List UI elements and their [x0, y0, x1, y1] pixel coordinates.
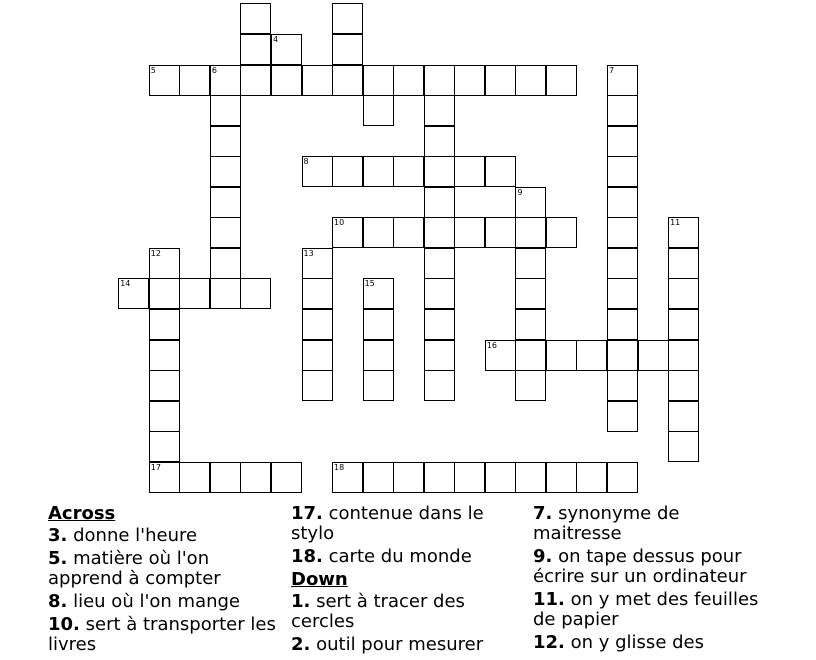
clue-item-number: 7. — [533, 503, 553, 524]
clue-item — [48, 526, 283, 546]
grid-cell[interactable] — [668, 370, 699, 401]
clue-item-text: synonyme de maitresse — [533, 503, 680, 544]
grid-cell[interactable] — [607, 156, 638, 187]
grid-cell[interactable] — [576, 340, 607, 371]
grid-cell[interactable] — [332, 34, 363, 65]
clue-item — [48, 592, 283, 612]
grid-cell[interactable] — [363, 370, 394, 401]
clue-item-number: 1. — [291, 591, 311, 612]
grid-cell[interactable] — [576, 462, 607, 493]
clue-item-number: 17. — [291, 503, 323, 524]
grid-cell[interactable] — [607, 401, 638, 432]
grid-cell[interactable] — [424, 217, 455, 248]
clue-item-number: 9. — [533, 546, 553, 567]
clue-item-text: sert à transporter les livres — [48, 614, 276, 655]
grid-cell-7[interactable] — [607, 65, 638, 96]
grid-cell[interactable] — [179, 278, 210, 309]
grid-cell[interactable] — [546, 65, 577, 96]
clue-item — [533, 547, 768, 587]
grid-cell[interactable] — [332, 65, 363, 96]
grid-cell-18[interactable] — [332, 462, 363, 493]
grid-cell[interactable] — [302, 340, 333, 371]
clue-item-text: matière où l'on apprend à compter — [48, 548, 221, 589]
grid-cell[interactable] — [363, 340, 394, 371]
grid-cell-10[interactable] — [332, 217, 363, 248]
grid-cell-12[interactable] — [149, 248, 180, 279]
grid-cell[interactable] — [454, 156, 485, 187]
grid-cell[interactable] — [363, 95, 394, 126]
grid-cell[interactable] — [271, 65, 302, 96]
clue-number: 8 — [303, 157, 309, 167]
grid-cell[interactable] — [546, 217, 577, 248]
grid-cell[interactable] — [607, 217, 638, 248]
grid-cell[interactable] — [240, 462, 271, 493]
grid-cell-8[interactable] — [302, 156, 333, 187]
grid-cell[interactable] — [424, 156, 455, 187]
clue-number: 13 — [303, 248, 314, 258]
clue-item — [533, 633, 768, 653]
clue-item — [291, 635, 526, 655]
grid-cell[interactable] — [546, 462, 577, 493]
grid-cell[interactable] — [210, 278, 241, 309]
clue-heading-down: Down — [291, 569, 348, 590]
grid-cell[interactable] — [179, 65, 210, 96]
clue-item — [291, 504, 526, 544]
grid-cell[interactable] — [363, 156, 394, 187]
grid-cell[interactable] — [668, 309, 699, 340]
clue-column-1 — [48, 504, 283, 658]
grid-cell[interactable] — [607, 462, 638, 493]
grid-cell[interactable] — [271, 462, 302, 493]
grid-cell[interactable] — [454, 65, 485, 96]
grid-cell-4[interactable] — [271, 34, 302, 65]
clue-item-text: lieu où l'on mange — [67, 591, 241, 612]
grid-cell[interactable] — [332, 156, 363, 187]
grid-cell[interactable] — [393, 156, 424, 187]
clue-item-text: on tape dessus pour écrire sur un ordinateur — [533, 546, 747, 587]
grid-cell[interactable] — [546, 340, 577, 371]
grid-cell[interactable] — [515, 309, 546, 340]
clue-item-number: 8. — [48, 591, 68, 612]
grid-cell[interactable] — [149, 370, 180, 401]
grid-cell[interactable] — [363, 65, 394, 96]
grid-cell[interactable] — [302, 309, 333, 340]
grid-cell[interactable] — [515, 340, 546, 371]
grid-cell[interactable] — [607, 248, 638, 279]
grid-cell[interactable] — [668, 248, 699, 279]
clue-item-text: on y met des feuilles de papier — [533, 589, 759, 630]
grid-cell[interactable] — [485, 217, 516, 248]
grid-cell[interactable] — [424, 278, 455, 309]
grid-cell[interactable] — [149, 431, 180, 462]
grid-cell[interactable] — [393, 462, 424, 493]
grid-cell[interactable] — [424, 462, 455, 493]
clue-item-number: 3. — [48, 525, 68, 546]
grid-cell[interactable] — [668, 431, 699, 462]
clue-item — [48, 615, 283, 655]
grid-cell[interactable] — [149, 340, 180, 371]
grid-cell-6[interactable] — [210, 65, 241, 96]
clue-number: 5 — [150, 65, 156, 75]
clue-number: 15 — [364, 279, 375, 289]
grid-cell[interactable] — [332, 3, 363, 34]
grid-cell[interactable] — [424, 309, 455, 340]
grid-cell-5[interactable] — [149, 65, 180, 96]
clue-item-number: 18. — [291, 546, 323, 567]
clue-column-2 — [291, 504, 526, 658]
grid-cell[interactable] — [240, 34, 271, 65]
clue-number: 18 — [334, 462, 345, 472]
clue-item-text: on y glisse des — [564, 632, 704, 653]
grid-cell[interactable] — [302, 278, 333, 309]
grid-cell[interactable] — [210, 217, 241, 248]
clue-number: 4 — [272, 35, 279, 44]
clue-item-text: contenue dans le stylo — [291, 503, 484, 544]
grid-cell[interactable] — [607, 126, 638, 157]
grid-cell[interactable] — [363, 309, 394, 340]
clue-item — [291, 592, 526, 632]
grid-cell-16[interactable] — [485, 340, 516, 371]
grid-cell-9[interactable] — [515, 187, 546, 218]
grid-cell[interactable] — [210, 248, 241, 279]
grid-cell[interactable] — [363, 462, 394, 493]
grid-cell[interactable] — [240, 3, 271, 34]
clue-column-3 — [533, 504, 768, 656]
grid-cell[interactable] — [485, 156, 516, 187]
grid-cell[interactable] — [393, 217, 424, 248]
grid-cell[interactable] — [210, 95, 241, 126]
grid-cell[interactable] — [424, 187, 455, 218]
grid-cell[interactable] — [210, 462, 241, 493]
clue-item-number: 11. — [533, 589, 565, 610]
clue-item — [48, 549, 283, 589]
clue-number: 10 — [334, 218, 345, 228]
clue-item — [291, 547, 526, 567]
clue-item-number: 2. — [291, 634, 311, 655]
grid-cell[interactable] — [454, 462, 485, 493]
grid-cell[interactable] — [424, 340, 455, 371]
grid-cell-17[interactable] — [149, 462, 180, 493]
grid-cell[interactable] — [515, 278, 546, 309]
clue-item-text: carte du monde — [322, 546, 472, 567]
grid-cell[interactable] — [149, 309, 180, 340]
grid-cell-14[interactable] — [118, 278, 149, 309]
grid-cell[interactable] — [607, 95, 638, 126]
grid-cell[interactable] — [515, 65, 546, 96]
grid-cell-13[interactable] — [302, 248, 333, 279]
grid-cell[interactable] — [454, 217, 485, 248]
grid-cell[interactable] — [424, 95, 455, 126]
clue-number: 12 — [150, 248, 161, 258]
grid-cell[interactable] — [149, 401, 180, 432]
grid-cell[interactable] — [179, 462, 210, 493]
grid-cell[interactable] — [424, 126, 455, 157]
grid-cell[interactable] — [668, 340, 699, 371]
clue-item-number: 12. — [533, 632, 565, 653]
grid-cell[interactable] — [240, 278, 271, 309]
grid-cell[interactable] — [424, 65, 455, 96]
clue-item-text: donne l'heure — [67, 525, 198, 546]
clue-item — [533, 590, 768, 630]
grid-cell[interactable] — [240, 65, 271, 96]
grid-cell[interactable] — [302, 370, 333, 401]
clue-number: 9 — [517, 187, 523, 197]
clue-number: 14 — [120, 279, 131, 289]
clue-item-number: 5. — [48, 548, 68, 569]
grid-cell[interactable] — [424, 248, 455, 279]
clue-number: 7 — [609, 65, 615, 75]
grid-cell[interactable] — [668, 401, 699, 432]
grid-cell[interactable] — [607, 340, 638, 371]
grid-cell[interactable] — [393, 65, 424, 96]
grid-cell[interactable] — [607, 278, 638, 309]
grid-cell[interactable] — [515, 217, 546, 248]
grid-cell[interactable] — [210, 156, 241, 187]
grid-cell[interactable] — [210, 187, 241, 218]
clue-number: 16 — [486, 340, 497, 350]
grid-cell[interactable] — [607, 370, 638, 401]
grid-cell[interactable] — [302, 65, 333, 96]
grid-cell-11[interactable] — [668, 217, 699, 248]
grid-cell[interactable] — [668, 278, 699, 309]
clue-item-text: sert à tracer des cercles — [291, 591, 465, 632]
grid-cell[interactable] — [515, 370, 546, 401]
grid-cell[interactable] — [363, 217, 394, 248]
grid-cell[interactable] — [424, 370, 455, 401]
grid-cell[interactable] — [210, 126, 241, 157]
clue-item-number: 10. — [48, 614, 80, 635]
grid-cell-15[interactable] — [363, 278, 394, 309]
grid-cell[interactable] — [149, 278, 180, 309]
grid-cell[interactable] — [515, 248, 546, 279]
clue-heading-across: Across — [48, 503, 116, 524]
clue-number: 11 — [670, 218, 681, 228]
grid-cell[interactable] — [638, 340, 669, 371]
clue-number: 17 — [150, 462, 161, 472]
clue-number: 6 — [211, 65, 217, 75]
clue-item-text: outil pour mesurer — [310, 634, 484, 655]
clue-item — [533, 504, 768, 544]
grid-cell[interactable] — [485, 65, 516, 96]
grid-cell[interactable] — [515, 462, 546, 493]
grid-cell[interactable] — [607, 309, 638, 340]
grid-cell[interactable] — [607, 187, 638, 218]
grid-cell[interactable] — [485, 462, 516, 493]
